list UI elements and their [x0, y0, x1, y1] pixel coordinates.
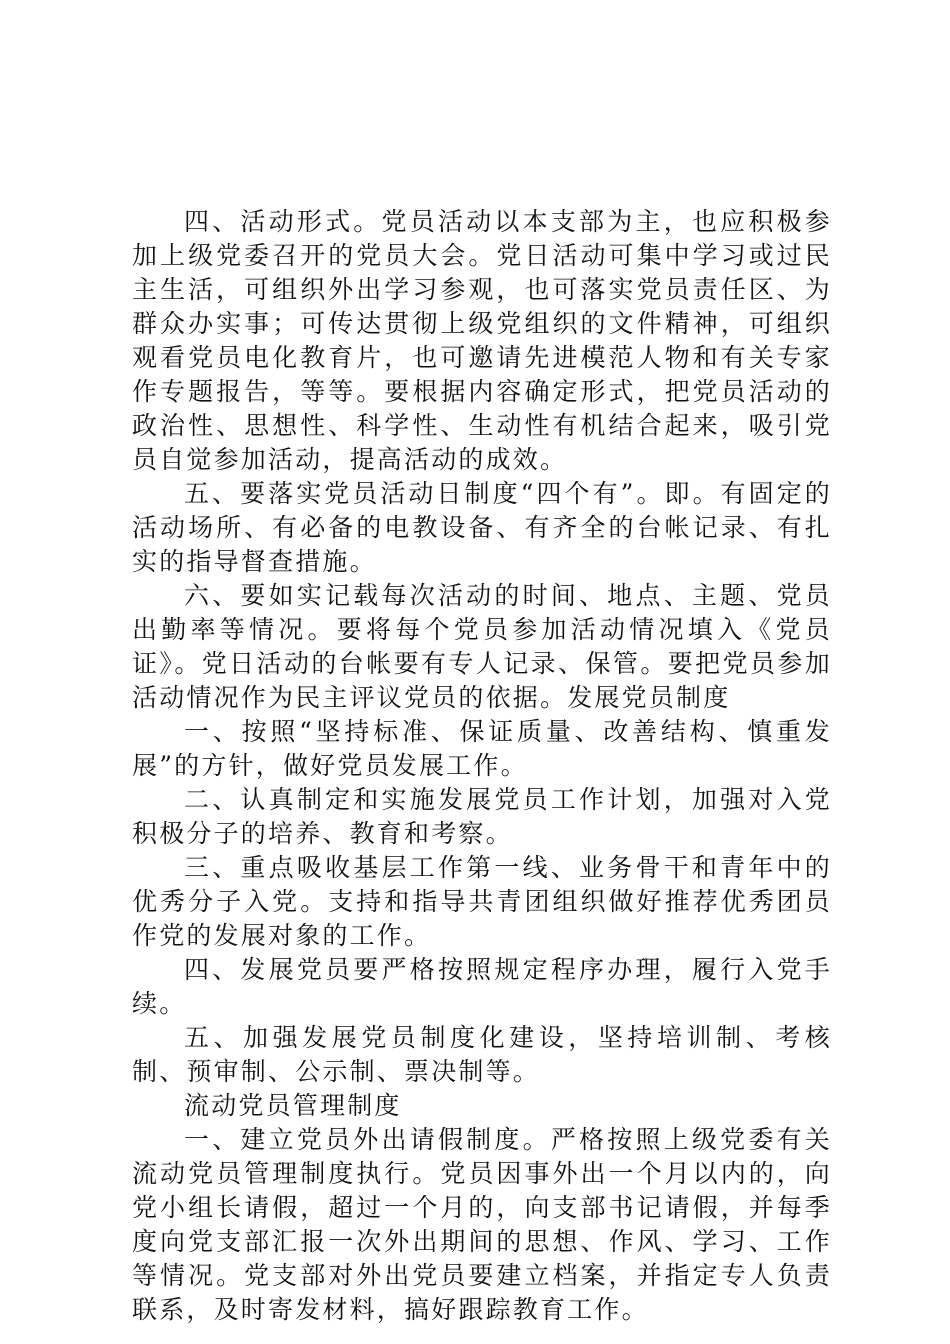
- paragraph-activity-form: 四、活动形式。党员活动以本支部为主，也应积极参加上级党委召开的党员大会。党日活动可集中学习或过民主生活，可组织外出学习参观，也可落实党员责任区、为群众办实事；可传达贯彻上级党组织的文件精神，可组织观看党员电化教育片，也可邀请先进模范人物和有关专家作专题报告，等等。要根据内容确定形式，把党员活动的政治性、思想性、科学性、生动性有机结合起来，吸引党员自觉参加活动，提高活动的成效。: [132, 207, 832, 474]
- section-heading-mobile-members: 流动党员管理制度: [184, 1091, 402, 1120]
- paragraph-development-institutionalization: 五、加强发展党员制度化建设，坚持培训制、考核制、预审制、公示制、票决制等。: [132, 1023, 832, 1086]
- paragraph-activity-day-system: 五、要落实党员活动日制度“四个有”。即。有固定的活动场所、有必备的电教设备、有齐全的台帐记录、有扎实的指导督查措施。: [132, 479, 832, 576]
- paragraph-leave-system: 一、建立党员外出请假制度。严格按照上级党委有关流动党员管理制度执行。党员因事外出一个月以内的，向党小组长请假，超过一个月的，向支部书记请假，并每季度向党支部汇报一次外出期间的思想、作风、学习、工作等情况。党支部对外出党员要建立档案，并指定专人负责联系，及时寄发材料，搞好跟踪教育工作。: [132, 1125, 832, 1324]
- paragraph-development-focus: 三、重点吸收基层工作第一线、业务骨干和青年中的优秀分子入党。支持和指导共青团组织做好推荐优秀团员作党的发展对象的工作。: [132, 853, 832, 950]
- document-page: [132, 205, 832, 1327]
- paragraph-development-procedure: 四、发展党员要严格按照规定程序办理，履行入党手续。: [132, 955, 832, 1018]
- paragraph-development-plan: 二、认真制定和实施发展党员工作计划，加强对入党积极分子的培养、教育和考察。: [132, 785, 832, 848]
- paragraph-activity-records: 六、要如实记载每次活动的时间、地点、主题、党员出勤率等情况。要将每个党员参加活动情况填入《党员证》。党日活动的台帐要有专人记录、保管。要把党员参加活动情况作为民主评议党员的依据。发展党员制度: [132, 581, 832, 712]
- paragraph-development-policy: 一、按照“坚持标准、保证质量、改善结构、慎重发展”的方针，做好党员发展工作。: [132, 717, 832, 780]
